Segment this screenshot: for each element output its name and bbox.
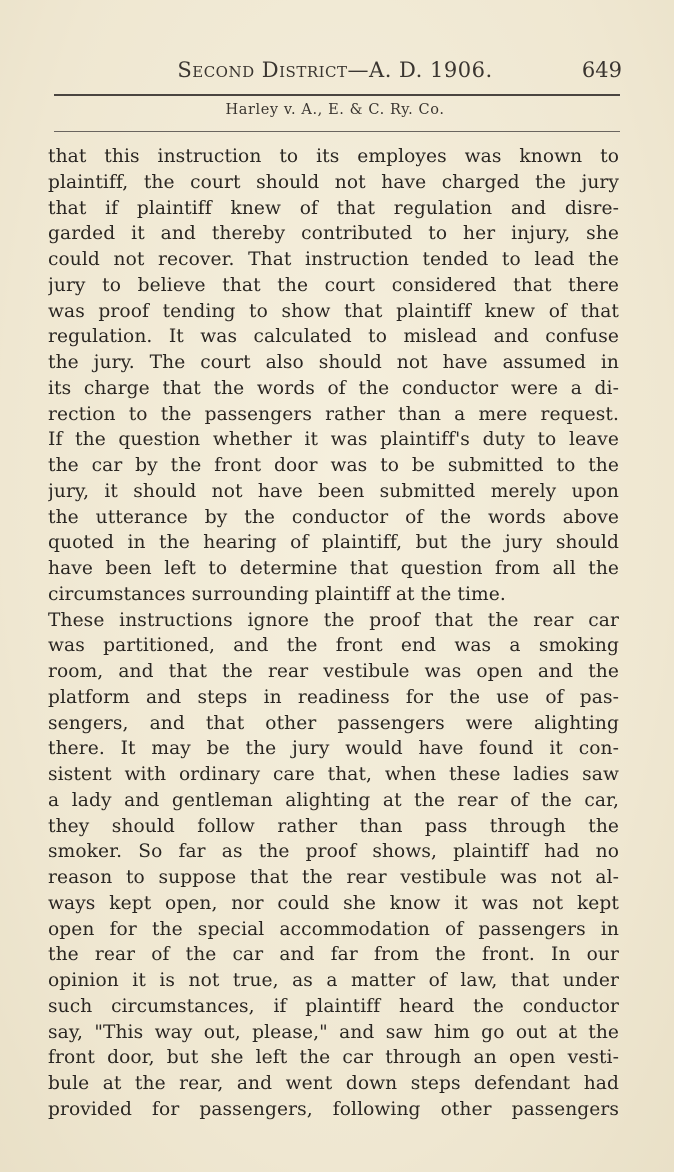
text-line: circumstances surrounding plaintiff at the time. [48,583,506,605]
text-line: the car by the front door was to be submitted to the [48,455,619,476]
text-line: they should follow rather than pass through the [48,815,619,837]
text-line: These instructions ignore the proof that the rear car [48,609,619,631]
text-line: such circumstances, if plaintiff heard the conductor [48,995,619,1017]
text-line: a lady and gentleman alighting at the rear of the car, [48,789,619,811]
text-line: have been left to determine that question from all the [48,558,619,579]
text-line: front door, but she left the car through an open vesti- [48,1047,619,1069]
text-line: garded it and thereby contributed to her injury, she [48,223,619,245]
text-line: platform and steps in readiness for the use of pas- [48,686,619,708]
text-line: there. It may be the jury would have found it con- [48,738,619,760]
text-line: open for the special accommodation of passengers in [48,918,619,940]
text-line: ways kept open, nor could she know it was not kept [48,892,619,914]
text-line: jury to believe that the court considered that there [48,274,619,296]
body-text [48,144,619,1123]
text-line: If the question whether it was plaintiff's duty to leave [48,429,619,451]
header-rule [54,94,620,96]
page-number: 649 [581,58,622,82]
text-line: that this instruction to its employes was known to [48,146,619,167]
text-line: quoted in the hearing of plaintiff, but the jury should [48,532,619,554]
text-line: could not recover. That instruction tended to lead the [48,249,619,270]
text-line: provided for passengers, following other passengers [48,1098,619,1120]
running-head [48,58,622,88]
text-line: was proof tending to show that plaintiff knew of that [48,300,619,322]
running-title: Second District—A. D. 1906. [177,58,493,82]
text-line: the utterance by the conductor of the words above [48,506,619,528]
case-title: Harley v. A., E. & C. Ry. Co. [225,102,445,118]
text-line: opinion it is not true, as a matter of law, that under [48,970,619,991]
text-line: room, and that the rear vestibule was open and the [48,661,619,682]
text-line: regulation. It was calculated to mislead and confuse [48,326,619,348]
text-line: say, "This way out, please," and saw him go out at the [48,1021,619,1043]
text-line: bule at the rear, and went down steps defendant had [48,1073,619,1094]
text-line: jury, it should not have been submitted merely upon [48,480,619,502]
text-line: rection to the passengers rather than a mere request. [48,403,619,425]
text-line: reason to suppose that the rear vestibule was not al- [48,867,619,888]
text-line: the rear of the car and far from the front. In our [48,944,619,966]
text-line: that if plaintiff knew of that regulation and disre- [48,197,619,219]
text-line: smoker. So far as the proof shows, plaintiff had no [48,841,619,863]
text-line: sistent with ordinary care that, when these ladies saw [48,764,619,785]
text-line: sengers, and that other passengers were alighting [48,712,619,734]
text-line: its charge that the words of the conductor were a di- [48,377,619,399]
text-line: was partitioned, and the front end was a smoking [48,635,619,657]
text-line: the jury. The court also should not have assumed in [48,352,619,373]
case-title-rule [54,131,620,132]
text-line: plaintiff, the court should not have charged the jury [48,171,619,193]
